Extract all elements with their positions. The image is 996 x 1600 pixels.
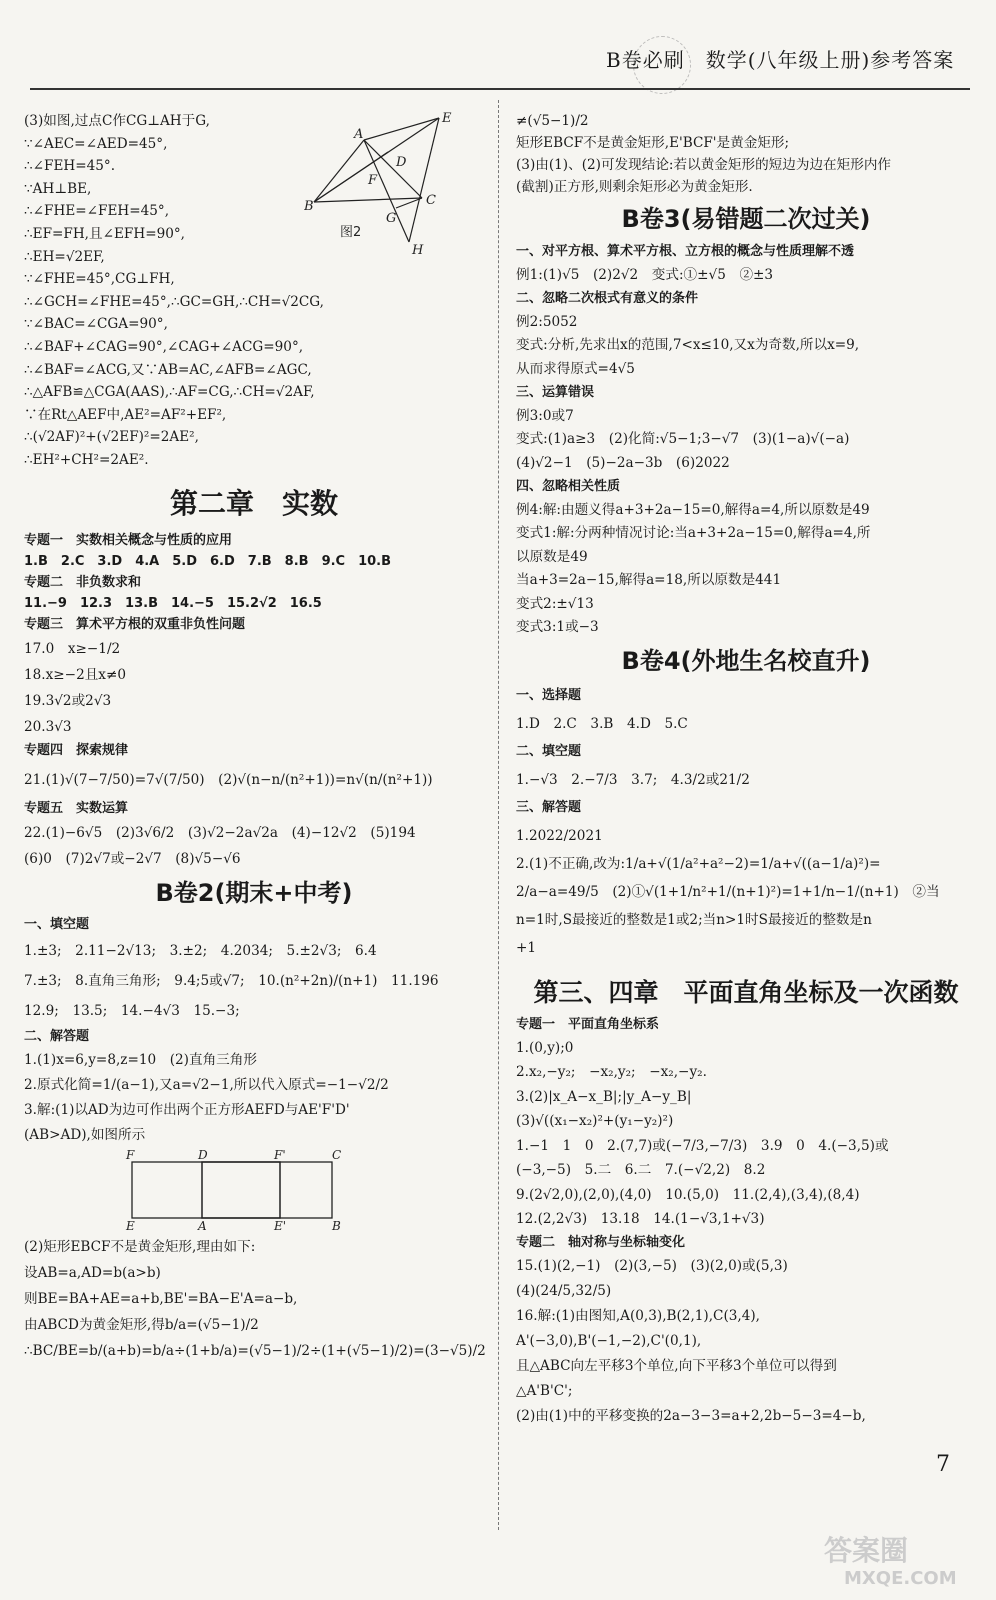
figure-2 [304, 110, 474, 260]
topic-2-answers-r [516, 1254, 976, 1429]
text-line: ∴(√2AF)²+(√2EF)²=2AE², [24, 429, 199, 446]
text-line: 19.3√2或2√3 [24, 692, 112, 709]
topic-5-title: 专题五 实数运算 [24, 800, 129, 816]
text-line: 例3:0或7 [516, 407, 574, 424]
text-line: (3)如图,过点C作CG⊥AH于G, [24, 113, 210, 129]
text-line: 二、填空题 [516, 743, 582, 759]
text-line: △A'B'C'; [516, 1382, 573, 1399]
fig2-caption: 图2 [340, 225, 362, 240]
text-line: (2)矩形EBCF不是黄金矩形,理由如下: [24, 1238, 256, 1255]
text-line: ∴∠BAF+∠CAG=90°,∠CAG+∠ACG=90°, [24, 338, 304, 355]
topic-3-answers [24, 636, 484, 740]
text-line: (3)由(1)、(2)可发现结论:若以黄金矩形的短边为边在矩形内作 [516, 157, 892, 173]
text-line: ∴EF=FH,且∠EFH=90°, [24, 225, 186, 242]
text-line: ∵∠BAC=∠CGA=90°, [24, 316, 168, 333]
fig2-label: D [396, 155, 407, 170]
text-line: ∵∠FHE=45°,CG⊥FH, [24, 271, 175, 288]
text-line: 9.(2√2,0),(2,0),(4,0) 10.(5,0) 11.(2,4),(3,4),(8,4) [516, 1186, 860, 1203]
text-line: 2.(1)不正确,改为:1/a+√(1/a²+a²−2)=1/a+√((a−1/a)²)= [516, 855, 881, 872]
text-line: 2.原式化简=1/(a−1),又a=√2−1,所以代入原式=−1−√2/2 [24, 1076, 389, 1093]
text-line: 一、选择题 [516, 687, 582, 703]
text-line: 则BE=BA+AE=a+b,BE'=BA−E'A=a−b, [24, 1290, 298, 1307]
left-column [24, 110, 484, 1364]
text-line: 17.0 x≥−1/2 [24, 640, 121, 657]
text-line: ∴△AFB≌△CGA(AAS),∴AF=CG,∴CH=√2AF, [24, 384, 315, 401]
chapter-34-title: 第三、四章 平面直角坐标及一次函数 [533, 977, 959, 1007]
text-line: 2.x₂,−y₂; −x₂,y₂; −x₂,−y₂. [516, 1064, 707, 1080]
text-line: 例2:5052 [516, 313, 578, 330]
fig2-label: A [354, 127, 364, 142]
text-line: 16.解:(1)由图知,A(0,3),B(2,1),C(3,4), [516, 1307, 760, 1324]
text-line: 以原数是49 [516, 548, 588, 565]
text-line: 变式3:1或−3 [516, 619, 599, 635]
text-line: ∴∠BAF=∠ACG,又∵AB=AC,∠AFB=∠AGC, [24, 361, 312, 378]
text-line: 四、忽略相关性质 [516, 479, 621, 494]
b3-content [516, 240, 976, 640]
watermark [820, 1530, 990, 1590]
topic-1-answers-r [516, 1036, 976, 1232]
text-line: (3)√((x₁−x₂)²+(y₁−y₂)²) [516, 1113, 674, 1129]
text-line: 由ABCD为黄金矩形,得b/a=(√5−1)/2 [24, 1316, 259, 1333]
topic-1-title: 专题一 实数相关概念与性质的应用 [24, 532, 233, 548]
fig2-label: E [442, 111, 452, 126]
text-line: 20.3√3 [24, 718, 72, 735]
text-line: 矩形EBCF不是黄金矩形,E'BCF'是黄金矩形; [516, 135, 790, 151]
rect-label: C [332, 1149, 342, 1162]
text-line: ∴∠GCH=∠FHE=45°,∴GC=GH,∴CH=√2CG, [24, 293, 324, 310]
b2-title: B卷2(期末+中考) [155, 878, 353, 907]
text-line: ≠(√5−1)/2 [516, 113, 589, 129]
text-line: ∵AH⊥BE, [24, 180, 92, 197]
right-top-block [516, 110, 976, 198]
fill-answers [24, 936, 484, 1026]
text-line: ∴EH²+CH²=2AE². [24, 451, 149, 468]
text-line: ∵在Rt△AEF中,AE²=AF²+EF², [24, 406, 227, 423]
text-line: ∴BC/BE=b/(a+b)=b/a÷(1+b/a)=(√5−1)/2÷(1+(√5−1)/2)=(3−√5)/2 [24, 1342, 486, 1359]
fig2-label: C [426, 193, 436, 208]
topic-5-answers [24, 820, 484, 872]
rect-label: F' [274, 1149, 286, 1162]
topic-2-title-r: 专题二 轴对称与坐标轴变化 [516, 1234, 686, 1250]
solve-answers-2 [24, 1234, 484, 1364]
topic-4-answer: 21.(1)√(7−7/50)=7√(7/50) (2)√(n−n/(n²+1))=n√(n/(n²+1)) [24, 771, 433, 788]
solve-title: 二、解答题 [24, 1028, 90, 1044]
text-line: (6)0 (7)2√7或−2√7 (8)√5−√6 [24, 850, 241, 867]
rect-label: E' [274, 1218, 287, 1230]
rectangle-figure [124, 1150, 364, 1230]
page-header: B卷必刷 数学(八年级上册)参考答案 [606, 48, 955, 72]
text-line: 1.D 2.C 3.B 4.D 5.C [516, 715, 688, 732]
text-line: ∴EH=√2EF, [24, 248, 105, 265]
text-line: 例1:(1)√5 (2)2√2 变式:①±√5 ②±3 [516, 266, 774, 283]
page-number: 7 [936, 1452, 950, 1477]
text-line: 22.(1)−6√5 (2)3√6/2 (3)√2−2a√2a (4)−12√2 (5)194 [24, 824, 416, 841]
text-line: ∴∠FEH=45°. [24, 158, 116, 175]
topic-4-title: 专题四 探索规律 [24, 742, 129, 758]
topic-1-answers: 1.B 2.C 3.D 4.A 5.D 6.D 7.B 8.B 9.C 10.B [24, 553, 392, 569]
text-line: 一、对平方根、算术平方根、立方根的概念与性质理解不透 [516, 244, 855, 259]
text-line: 15.(1)(2,−1) (2)(3,−5) (3)(2,0)或(5,3) [516, 1257, 788, 1274]
right-column [516, 110, 976, 1429]
text-line: 3.解:(1)以AD为边可作出两个正方形AEFD与AE'F'D' [24, 1101, 350, 1118]
b3-title: B卷3(易错题二次过关) [621, 205, 871, 233]
text-line: 从而求得原式=4√5 [516, 360, 635, 377]
text-line: 1.−1 1 0 2.(7,7)或(−7/3,−7/3) 3.9 0 4.(−3,5)或 [516, 1137, 889, 1154]
chapter-2-title: 第二章 实数 [169, 486, 338, 520]
column-divider [498, 100, 499, 1530]
text-line: (截割)正方形,则剩余矩形必为黄金矩形. [516, 179, 753, 195]
text-line: (4)(24/5,32/5) [516, 1282, 612, 1299]
text-line: (4)√2−1 (5)−2a−3b (6)2022 [516, 454, 730, 471]
text-line: 7.±3; 8.直角三角形; 9.4;5或√7; 10.(n²+2n)/(n+1) 11.196 [24, 972, 439, 989]
text-line: 18.x≥−2且x≠0 [24, 666, 127, 683]
text-line: 二、忽略二次根式有意义的条件 [516, 291, 699, 306]
rect-label: D [198, 1149, 208, 1162]
text-line: 三、解答题 [516, 799, 582, 815]
text-line: +1 [516, 939, 537, 956]
text-line: 3.(2)|x_A−x_B|;|y_A−y_B| [516, 1088, 692, 1105]
text-line: 当a+3=2a−15,解得a=18,所以原数是441 [516, 572, 782, 588]
text-line: 1.(1)x=6,y=8,z=10 (2)直角三角形 [24, 1051, 257, 1068]
header-divider [30, 88, 970, 90]
rect-label: A [198, 1218, 207, 1230]
rect-label: B [332, 1218, 341, 1230]
text-line: n=1时,S最接近的整数是1或2;当n>1时S最接近的整数是n [516, 911, 872, 928]
text-line: 1.−√3 2.−7/3 3.7; 4.3/2或21/2 [516, 771, 750, 788]
text-line: 1.±3; 2.11−2√13; 3.±2; 4.2034; 5.±2√3; 6.4 [24, 942, 377, 959]
text-line: 1.2022/2021 [516, 827, 603, 844]
topic-3-title: 专题三 算术平方根的双重非负性问题 [24, 616, 246, 632]
fig2-label: F [368, 173, 378, 188]
text-line: 变式:分析,先求出x的范围,7<x≤10,又x为奇数,所以x=9, [516, 337, 860, 353]
text-line: ∵∠AEC=∠AED=45°, [24, 135, 168, 152]
topic-1-title-r: 专题一 平面直角坐标系 [516, 1016, 660, 1032]
text-line: ∴∠FHE=∠FEH=45°, [24, 203, 170, 220]
text-line: 且△ABC向左平移3个单位,向下平移3个单位可以得到 [516, 1357, 837, 1374]
solve-answers [24, 1048, 484, 1148]
text-line: 变式1:解:分两种情况讨论:当a+3+2a−15=0,解得a=4,所 [516, 525, 871, 541]
text-line: 1.(0,y);0 [516, 1039, 574, 1056]
text-line: 2/a−a=49/5 (2)①√(1+1/n²+1/(n+1)²)=1+1/n−1/(n+1) ②当 [516, 883, 940, 900]
fig2-label: G [386, 211, 397, 226]
text-line: 例4:解:由题义得a+3+2a−15=0,解得a=4,所以原数是49 [516, 501, 870, 518]
topic-2-title: 专题二 非负数求和 [24, 574, 142, 590]
text-line: 变式:(1)a≥3 (2)化简:√5−1;3−√7 (3)(1−a)√(−a) [516, 431, 850, 447]
text-line: 设AB=a,AD=b(a>b) [24, 1264, 161, 1281]
watermark-text: 答案圈 [824, 1534, 909, 1567]
text-line: 变式2:±√13 [516, 595, 594, 612]
fig2-label: H [412, 243, 424, 258]
rect-label: F [126, 1149, 135, 1162]
watermark-url: MXQE.COM [844, 1568, 957, 1589]
fill-title: 一、填空题 [24, 916, 90, 932]
text-line: 12.9; 13.5; 14.−4√3 15.−3; [24, 1002, 240, 1019]
text-line: (2)由(1)中的平移变换的2a−3−3=a+2,2b−5−3=4−b, [516, 1407, 866, 1424]
b4-title: B卷4(外地生名校直升) [621, 646, 871, 675]
text-line: 三、运算错误 [516, 385, 595, 400]
b4-content [516, 682, 976, 962]
fig2-label: B [304, 199, 314, 214]
text-line: (AB>AD),如图所示 [24, 1126, 146, 1143]
rect-label: E [126, 1218, 135, 1230]
text-line: 12.(2,2√3) 13.18 14.(1−√3,1+√3) [516, 1211, 765, 1227]
text-line: A'(−3,0),B'(−1,−2),C'(0,1), [516, 1332, 702, 1349]
topic-2-answers: 11.−9 12.3 13.B 14.−5 15.2√2 16.5 [24, 595, 322, 611]
text-line: (−3,−5) 5.二 6.二 7.(−√2,2) 8.2 [516, 1162, 766, 1178]
